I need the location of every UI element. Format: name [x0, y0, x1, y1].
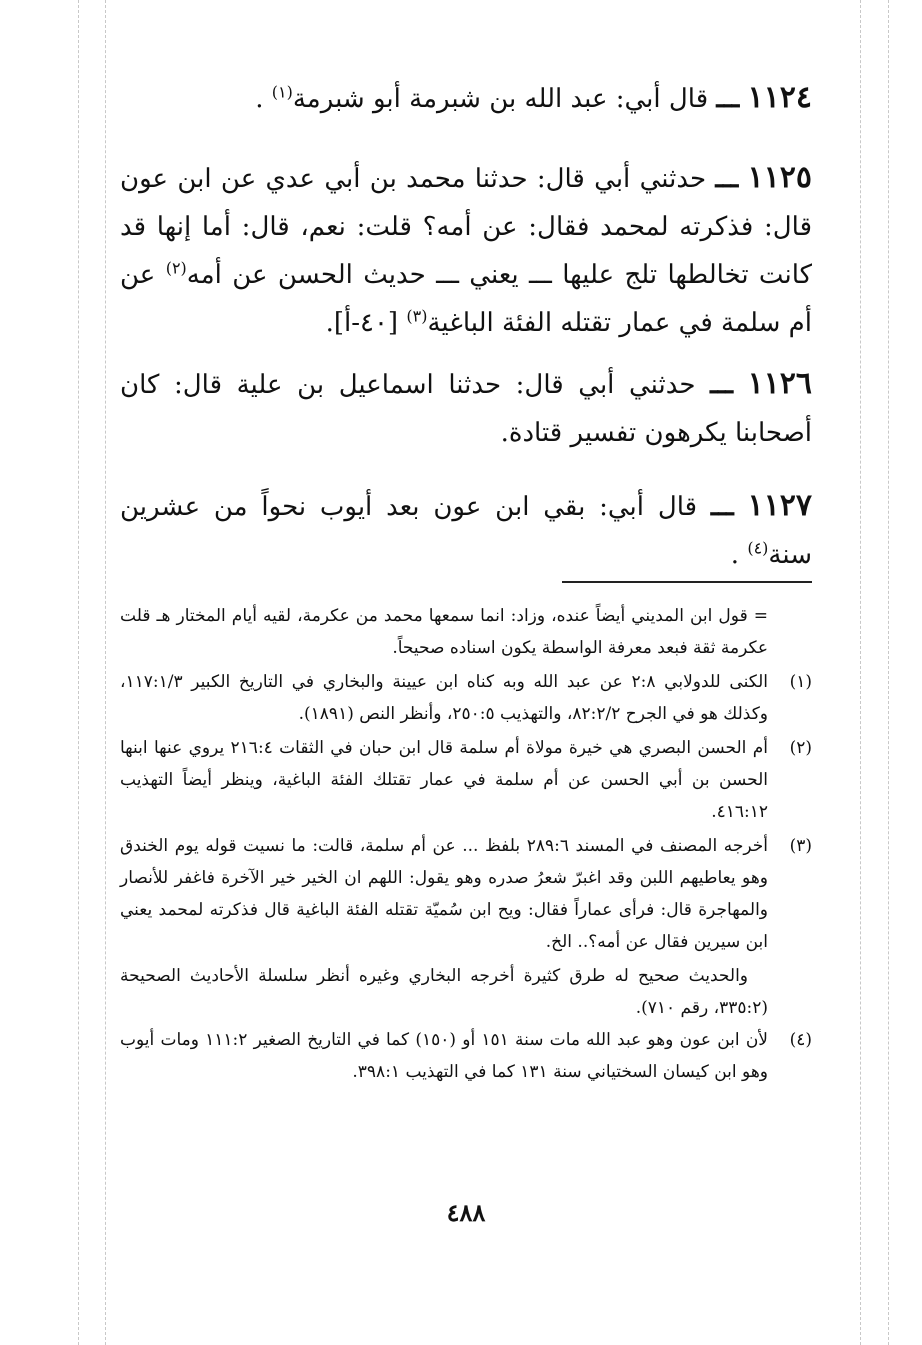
hadith-dash: ـــ: [716, 84, 740, 114]
hadith-text: حدثني أبي قال: حدثنا محمد بن أبي عدي عن ابن عون قال: فذكرته لمحمد فقال: عن أمه؟ قلت: نعم، قال: أما إنها قد كانت تخالطها تلج عليها ـــ يعني ـــ حديث الحسن عن أمه: [120, 164, 812, 290]
hadith-dash: ـــ: [710, 492, 734, 522]
margin-guide-left-outer: [78, 0, 79, 1345]
footnote-mark: (١): [789, 672, 812, 692]
footnote-text: لأن ابن عون وهو عبد الله مات سنة ١٥١ أو (١٥٠) كما في التاريخ الصغير ١١١:٢ ومات أيوب وهو ابن كيسان السختياني سنة ١٣١ كما في التهذيب ٣٩٨:١.: [120, 1030, 768, 1082]
hadith-number: ١١٢٧: [747, 488, 812, 523]
footnote-continuation: = قول ابن المديني أيضاً عنده، وزاد: انما سمعها محمد من عكرمة، لقيه أيام المختار هـ قلت عكرمة ثقة فبعد معرفة الواسطة يكون اسناده صحيحاً.: [120, 606, 768, 658]
margin-guide-right-inner: [860, 0, 861, 1345]
hadith-text: قال أبي: عبد الله بن شبرمة أبو شبرمة: [292, 84, 709, 114]
hadith-text: حدثني أبي قال: حدثنا اسماعيل بن علية قال: كان أصحابنا يكرهون تفسير قتادة.: [120, 370, 812, 448]
footnote-2: [120, 732, 812, 828]
footnote-ref: (٣): [406, 306, 428, 326]
footnote-text: أم الحسن البصري هي خيرة مولاة أم سلمة قال ابن حبان في الثقات ٢١٦:٤ يروي عنها ابنها الحسن بن أبي الحسن عن أم سلمة في عمار تقتلك الفئة الباغية، وينظر أيضاً التهذيب ٤١٦:١٢.: [120, 738, 768, 822]
margin-guide-left-inner: [105, 0, 106, 1345]
footnote-ref: (٢): [165, 258, 187, 278]
hadith-end: [٤٠-أ].: [325, 308, 407, 338]
hadith-number: ١١٢٦: [747, 366, 813, 401]
hadith-number: ١١٢٤: [747, 80, 812, 115]
footnote-mark: (٤): [789, 1030, 812, 1050]
margin-guide-right-outer: [888, 0, 889, 1345]
footnote-3: [120, 830, 812, 958]
hadith-text: قال أبي: بقي ابن عون بعد أيوب نحواً من عشرين سنة: [120, 492, 812, 570]
footnote-ref: (١): [271, 82, 293, 102]
hadith-1127: [120, 482, 812, 579]
page-number: ٤٨٨: [446, 1198, 486, 1227]
footnote-separator: [562, 581, 812, 583]
hadith-1126: [120, 360, 812, 457]
footnotes: [120, 600, 812, 1090]
footnote-4: [120, 1024, 812, 1088]
hadith-1124: [120, 74, 812, 123]
footnote-text: الكنى للدولابي ٢:٨ عن عبد الله وبه كناه ابن عيينة والبخاري في التاريخ الكبير ١١٧:١/٣، وكذلك هو في الجرح ٨٢:٢/٢، والتهذيب ٢٥٠:٥، وأنظر النص (١٨٩١).: [120, 672, 768, 724]
footnote-ref: (٤): [747, 538, 769, 558]
hadith-1125: [120, 154, 812, 347]
hadith-dash: ـــ: [710, 370, 733, 400]
hadith-number: ١١٢٥: [747, 160, 812, 195]
book-page: [120, 0, 812, 1345]
hadith-end: .: [255, 84, 272, 114]
footnote-3-paragraph: والحديث صحيح له طرق كثيرة أخرجه البخاري وغيره أنظر سلسلة الأحاديث الصحيحة (٣٣٥:٢، رقم ٧١٠).: [120, 966, 768, 1018]
hadith-text-continued: عن أم سلمة في عمار تقتله الفئة الباغية: [120, 260, 812, 338]
hadith-end: .: [730, 540, 748, 570]
hadith-dash: ـــ: [715, 164, 739, 194]
footnote-mark: (٢): [789, 738, 812, 758]
footnote-1: [120, 666, 812, 730]
footnote-text: أخرجه المصنف في المسند ٢٨٩:٦ بلفظ ... عن أم سلمة، قالت: ما نسيت قوله يوم الخندق وهو يعاطيهم اللبن وقد اغبرّ شعرُ صدره وهو يقول: اللهم ان الخير خير الآخرة فاغفر للأنصار والمهاجرة قال: فرأى عماراً فقال: ويح ابن سُميّة تقتله الفئة الباغية قال فذكرته لمحمد يعني ابن سيرين فقال عن أمه؟.. الخ.: [120, 836, 769, 952]
footnote-mark: (٣): [789, 836, 812, 856]
